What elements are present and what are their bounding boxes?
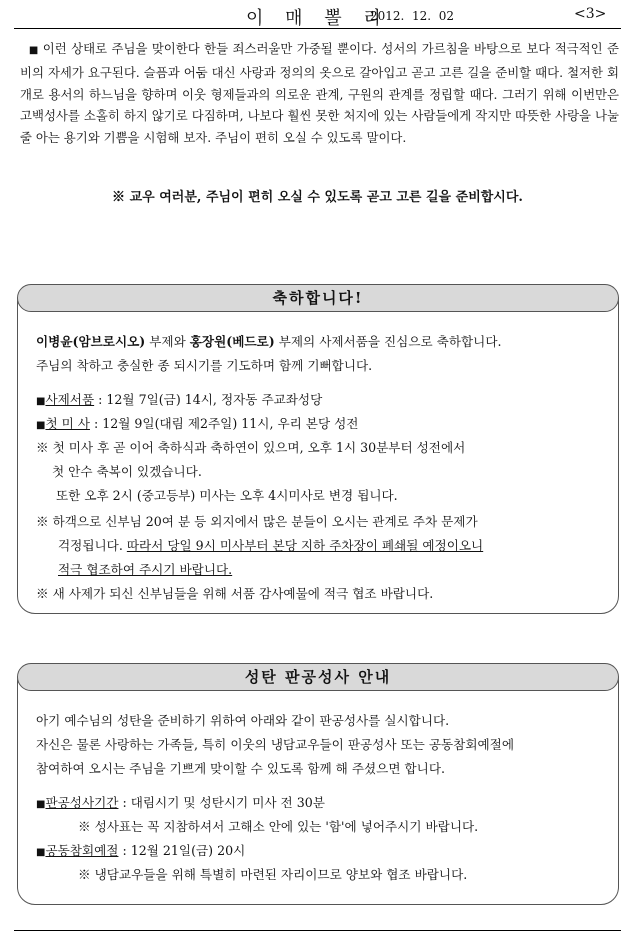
intro-text: 이런 상태로 주님을 맞이한다 한들 죄스러울만 가중될 뿐이다. 성서의 가르침을 바탕으로 보다 적극적인 준비의 자세가 요구된다. 슬픔과 어둠 대신 사랑과 정의의 옷으로 갈아입고 곧고 고른 길을 준비할 때다. 철저한 회개로 용서의 하느님을 향하며 이웃 형제들과의 의로운 관계, 구원의 관계를 정립할 때다. 그러기 위해 이번만은 고백성사를 소홀히 하지 않기로 다짐하며, 나보다 훨씬 못한 처지에 있는 사람들에게 작지만 따뜻한 사랑을 나눌 줄 아는 용기와 기쁨을 시험해 보자. 주님이 편히 오실 수 있도록 말이다. <box>20 41 619 146</box>
issue-date: 2012. 12. 02 <box>370 9 454 23</box>
deacon-name-1: 이병윤(암브로시오) <box>36 334 146 349</box>
confession-period-label: 판공성사기간 <box>45 795 119 810</box>
square-bullet-icon: ■ <box>36 847 46 858</box>
confession-title: 성탄 판공성사 안내 <box>17 663 619 691</box>
ordination-detail: : 12월 7일(금) 14시, 정자동 주교좌성당 <box>94 392 323 407</box>
confession-period-detail: : 대림시기 및 성탄시기 미사 전 30분 <box>118 795 325 810</box>
deacon-name-2: 홍장원(베드로) <box>189 334 275 349</box>
confession-line-2: 자신은 물론 사랑하는 가족들, 특히 이웃의 냉담교우들이 판공성사 또는 공동참회예절에 <box>36 737 514 752</box>
ordination-label: 사제서품 <box>45 392 95 407</box>
square-bullet-icon: ■ <box>36 799 46 810</box>
congrats-box <box>17 284 619 614</box>
newsletter-title: 이 매 뽈 리 <box>246 8 389 29</box>
confession-period-item <box>36 792 325 811</box>
note-1a: ※ 첫 미사 후 곧 이어 축하식과 축하연이 있으며, 오후 1시 30분부터 성전에서 <box>36 440 466 455</box>
penance-label: 공동참회예절 <box>45 843 119 858</box>
note-1c: 또한 오후 2시 (중고등부) 미사는 오후 4시미사로 변경 됩니다. <box>56 488 398 503</box>
note-2a: ※ 하객으로 신부님 20여 분 등 외지에서 많은 분들이 오시는 관계로 주차 문제가 <box>36 514 478 529</box>
penance-note: ※ 냉담교우들을 위해 특별히 마련된 자리이므로 양보와 협조 바랍니다. <box>78 867 468 882</box>
confession-line-3: 참여하여 오시는 주님을 기쁘게 맞이할 수 있도록 함께 해 주셨으면 합니다. <box>36 761 446 776</box>
confession-period-note: ※ 성사표는 꼭 지참하셔서 고해소 안에 있는 '함'에 넣어주시기 바랍니다. <box>78 819 479 834</box>
confession-line-1: 아기 예수님의 성탄을 준비하기 위하여 아래와 같이 판공성사를 실시합니다. <box>36 713 450 728</box>
confession-box <box>17 663 619 905</box>
square-bullet-icon: ■ <box>36 420 46 431</box>
note-2b <box>58 535 483 554</box>
exhortation: ※ 교우 여러분, 주님이 편히 오실 수 있도록 곧고 고른 길을 준비합시다. <box>112 190 523 205</box>
intro-paragraph <box>20 38 619 149</box>
ordination-item <box>36 389 322 408</box>
note-2b-underlined: 따라서 당일 9시 미사부터 본당 지하 주차장이 폐쇄될 예정이오니 <box>126 538 484 553</box>
square-bullet-icon: ■ <box>36 396 46 407</box>
bottom-rule <box>14 930 621 931</box>
deacon-role-2: 부제의 사제서품을 진심으로 축하합니다. <box>274 334 502 349</box>
first-mass-detail: : 12월 9일(대림 제2주일) 11시, 우리 본당 성전 <box>89 416 359 431</box>
deacon-role-1: 부제와 <box>145 334 190 349</box>
first-mass-label: 첫 미 사 <box>45 416 90 431</box>
note-2c: 적극 협조하여 주시기 바랍니다. <box>58 562 233 577</box>
note-2b-plain: 걱정됩니다. <box>58 538 127 553</box>
first-mass-item <box>36 413 358 432</box>
penance-detail: : 12월 21일(금) 20시 <box>118 843 246 858</box>
note-1b: 첫 안수 축복이 있겠습니다. <box>52 464 202 479</box>
page-header <box>14 4 621 29</box>
penance-item <box>36 840 245 859</box>
congrats-line-2: 주님의 착하고 충실한 종 되시기를 기도하며 함께 기뻐합니다. <box>36 358 373 373</box>
congrats-line-1 <box>36 331 502 350</box>
page-number: <3> <box>574 6 607 22</box>
bullet-icon: ■ <box>28 45 39 56</box>
congrats-title: 축하합니다! <box>17 284 619 312</box>
note-3: ※ 새 사제가 되신 신부님들을 위해 서품 감사예물에 적극 협조 바랍니다. <box>36 586 434 601</box>
